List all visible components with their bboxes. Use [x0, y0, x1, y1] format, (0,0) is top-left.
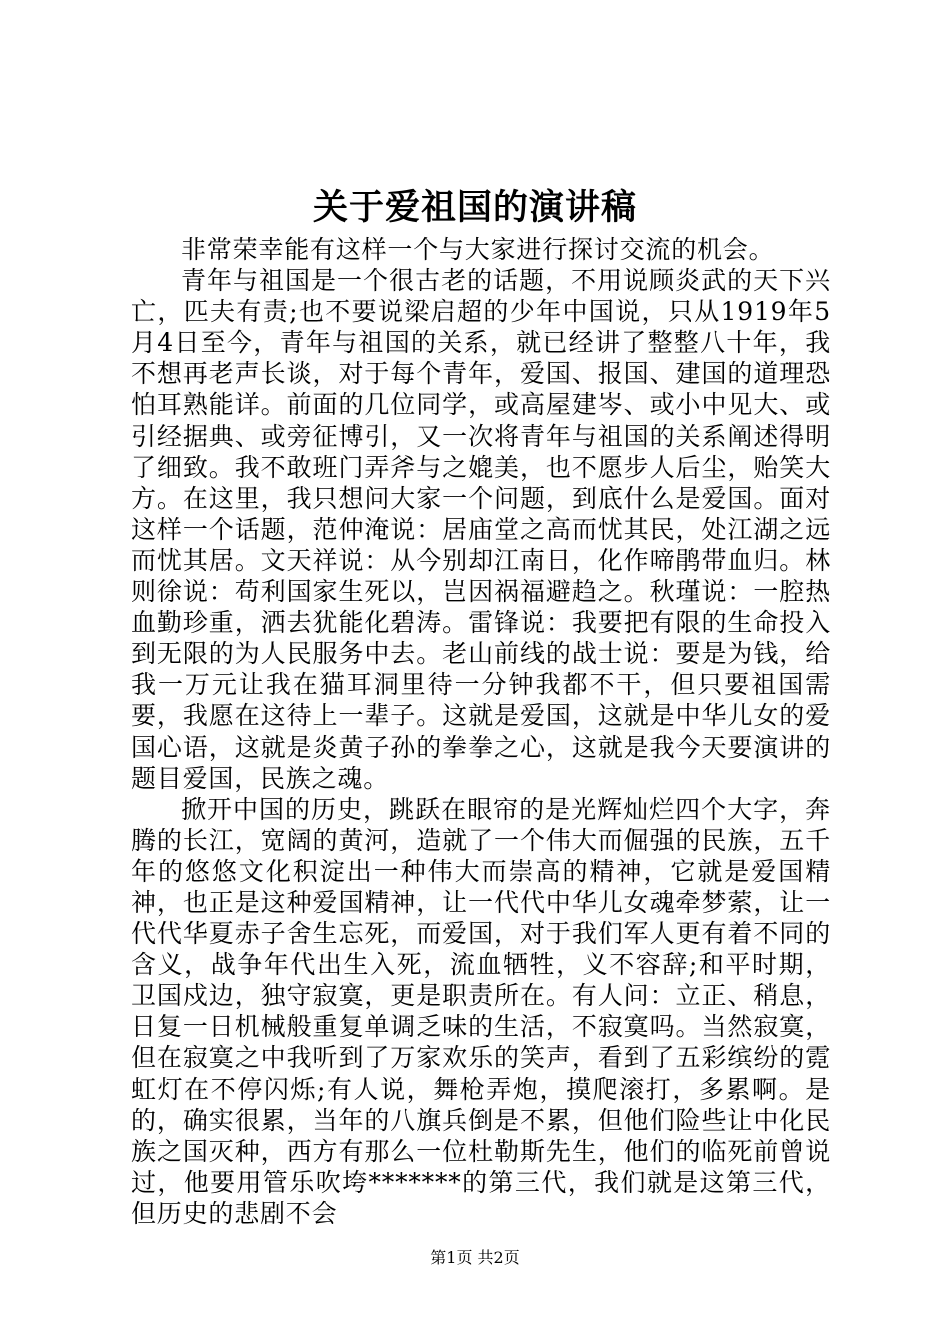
- document-body: [131, 234, 831, 1229]
- paragraph-3: 掀开中国的历史，跳跃在眼帘的是光辉灿烂四个大字，奔腾的长江，宽阔的黄河，造就了一个伟大而倔强的民族，五千年的悠悠文化积淀出一种伟大而崇高的精神，它就是爱国精神，也正是这种爱国精神，让一代代中华儿女魂牵梦萦，让一代代华夏赤子舍生忘死，而爱国，对于我们军人更有着不同的含义，战争年代出生入死，流血牺牲，义不容辞;和平时期，卫国戍边，独守寂寞，更是职责所在。有人问：立正、稍息，日复一日机械般重复单调乏味的生活，不寂寞吗。当然寂寞，但在寂寞之中我听到了万家欢乐的笑声，看到了五彩缤纷的霓虹灯在不停闪烁;有人说，舞枪弄炮，摸爬滚打，多累啊。是的，确实很累，当年的八旗兵倒是不累，但他们险些让中化民族之国灭种，西方有那么一位杜勒斯先生，他们的临死前曾说过，他要用管乐吹垮*******的第三代，我们就是这第三代，但历史的悲剧不会: [131, 794, 831, 1228]
- page-number: 第1页 共2页: [430, 1248, 520, 1267]
- paragraph-1: 非常荣幸能有这样一个与大家进行探讨交流的机会。: [181, 235, 775, 264]
- paragraph-2: 青年与祖国是一个很古老的话题，不用说顾炎武的天下兴亡，匹夫有责;也不要说梁启超的少年中国说，只从1919年5月4日至今，青年与祖国的关系，就已经讲了整整八十年，我不想再老声长谈，对于每个青年，爱国、报国、建国的道理恐怕耳熟能详。前面的几位同学，或高屋建岑、或小中见大、或引经据典、或旁征博引，又一次将青年与祖国的关系阐述得明了细致。我不敢班门弄斧与之媲美，也不愿步人后尘，贻笑大方。在这里，我只想问大家一个问题，到底什么是爱国。面对这样一个话题，范仲淹说：居庙堂之高而忧其民，处江湖之远而忧其居。文天祥说：从今别却江南日，化作啼鹃带血归。林则徐说：苟利国家生死以，岂因祸福避趋之。秋瑾说：一腔热血勤珍重，洒去犹能化碧涛。雷锋说：我要把有限的生命投入到无限的为人民服务中去。老山前线的战士说：要是为钱，给我一万元让我在猫耳洞里待一分钟我都不干，但只要祖国需要，我愿在这待上一辈子。这就是爱国，这就是中华儿女的爱国心语，这就是炎黄子孙的拳拳之心，这就是我今天要演讲的题目爱国，民族之魂。: [131, 266, 831, 793]
- document-title: 关于爱祖国的演讲稿: [312, 187, 637, 228]
